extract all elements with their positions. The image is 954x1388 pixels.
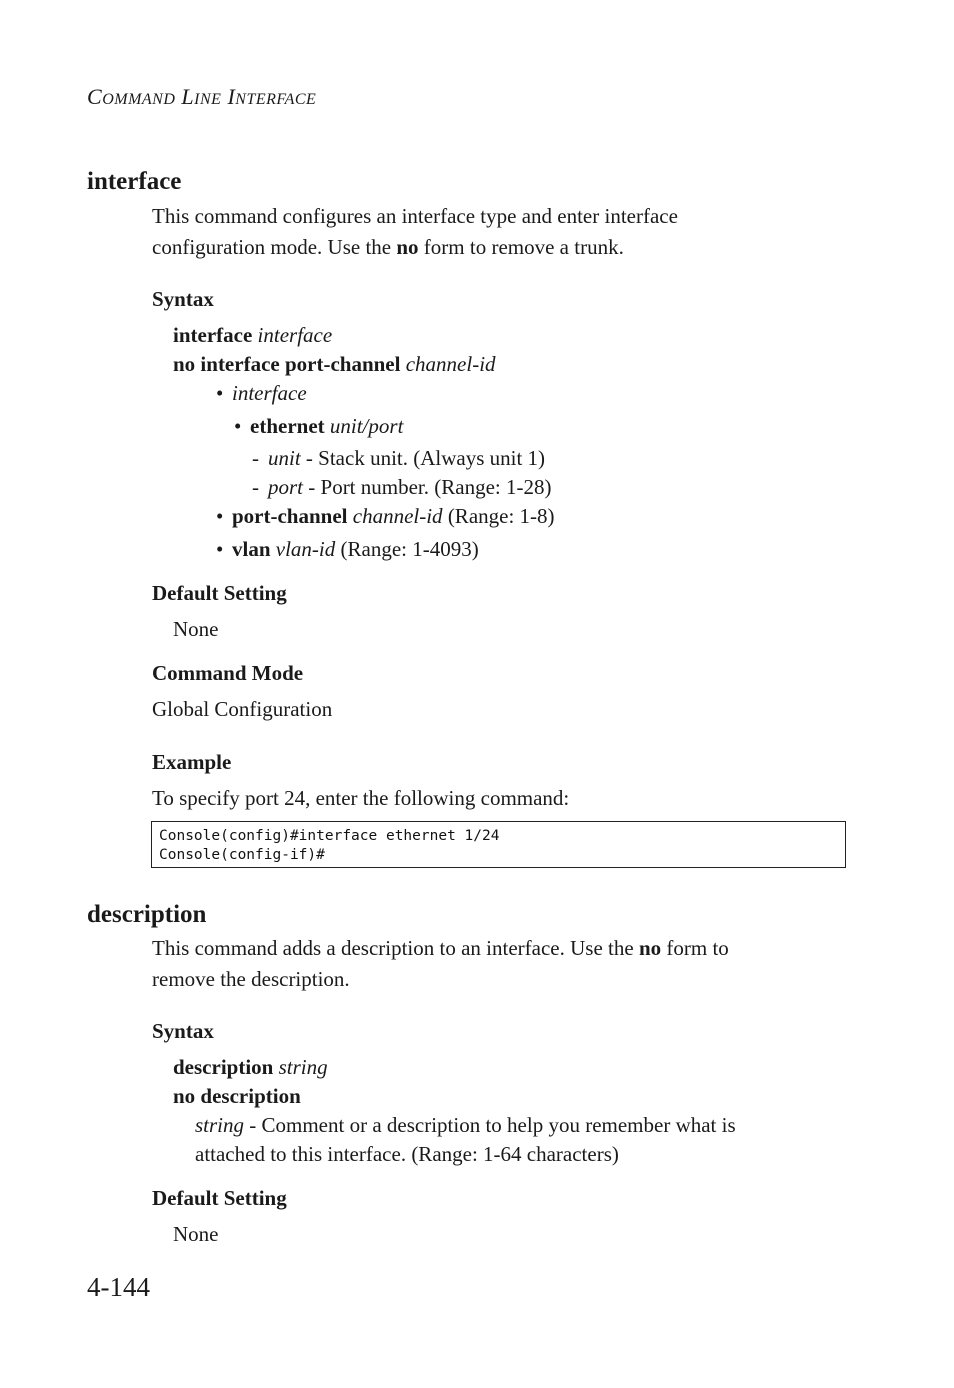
description-default-value: None bbox=[173, 1222, 219, 1246]
description-syntax-line1 bbox=[173, 1055, 328, 1080]
interface-default-value: None bbox=[173, 617, 219, 641]
command-argument: interface bbox=[252, 323, 333, 347]
running-head-part: NTERFACE bbox=[235, 91, 317, 108]
running-head-part: OMMAND bbox=[102, 91, 176, 108]
bullet-ethernet bbox=[234, 414, 403, 439]
dash-glyph: - bbox=[252, 446, 259, 470]
command-keyword: port-channel bbox=[232, 504, 348, 528]
interface-example-heading: Example bbox=[152, 750, 232, 774]
code-example-box bbox=[151, 821, 846, 868]
running-head bbox=[87, 84, 316, 110]
description-intro-line1 bbox=[152, 933, 729, 964]
text-run: form to remove a trunk. bbox=[418, 235, 624, 259]
interface-mode-value: Global Configuration bbox=[152, 697, 333, 721]
command-argument: port bbox=[268, 475, 304, 499]
command-argument: string bbox=[273, 1055, 328, 1079]
interface-default-heading: Default Setting bbox=[152, 581, 287, 605]
command-keyword: no description bbox=[173, 1084, 301, 1108]
command-argument: channel-id bbox=[347, 504, 443, 528]
interface-syntax-line2 bbox=[173, 352, 496, 377]
text-run: form to bbox=[661, 936, 729, 960]
running-head-part: C bbox=[87, 84, 103, 109]
section-title-interface: interface bbox=[87, 168, 182, 195]
description-syntax-heading: Syntax bbox=[152, 1019, 214, 1043]
page-number: 4-144 bbox=[87, 1272, 150, 1302]
text-run: (Range: 1-8) bbox=[442, 504, 555, 528]
interface-example-intro: To specify port 24, enter the following command: bbox=[152, 786, 570, 810]
running-head-part: I bbox=[227, 84, 236, 109]
section-title-description: description bbox=[87, 901, 207, 928]
description-param-line2: attached to this interface. (Range: 1-64 characters) bbox=[195, 1142, 619, 1166]
text-run: This command adds a description to an interface. Use the bbox=[152, 936, 639, 960]
text-run: (Range: 1-4093) bbox=[335, 537, 479, 561]
bullet-interface bbox=[216, 381, 307, 406]
keyword-no: no bbox=[638, 936, 662, 960]
running-head-part: INE bbox=[194, 91, 222, 108]
command-keyword: ethernet bbox=[250, 414, 325, 438]
command-argument: vlan-id bbox=[270, 537, 336, 561]
command-argument: string bbox=[195, 1113, 245, 1137]
bullet-glyph: • bbox=[216, 504, 224, 528]
dash-port bbox=[252, 475, 551, 500]
text-run: - Comment or a description to help you remember what is bbox=[244, 1113, 736, 1137]
command-keyword: description bbox=[173, 1055, 274, 1079]
dash-unit bbox=[252, 446, 545, 471]
command-argument: channel-id bbox=[400, 352, 496, 376]
running-head-part: L bbox=[181, 84, 195, 109]
command-argument: unit/port bbox=[324, 414, 404, 438]
interface-syntax-line1 bbox=[173, 323, 332, 348]
text-run: - Port number. (Range: 1-28) bbox=[303, 475, 552, 499]
bullet-vlan bbox=[216, 537, 479, 562]
interface-intro-line1: This command configures an interface type and enter interface bbox=[152, 204, 678, 228]
command-keyword: interface bbox=[173, 323, 253, 347]
dash-glyph: - bbox=[252, 475, 259, 499]
interface-syntax-heading: Syntax bbox=[152, 287, 214, 311]
description-syntax-line2 bbox=[173, 1084, 301, 1109]
command-argument: interface bbox=[232, 381, 307, 405]
keyword-no: no bbox=[396, 235, 419, 259]
bullet-glyph: • bbox=[216, 537, 224, 561]
code-line: Console(config-if)# bbox=[159, 847, 325, 863]
command-keyword: no interface port-channel bbox=[173, 352, 401, 376]
bullet-glyph: • bbox=[216, 381, 224, 405]
bullet-port-channel bbox=[216, 504, 555, 529]
command-keyword: vlan bbox=[232, 537, 271, 561]
description-default-heading: Default Setting bbox=[152, 1186, 287, 1210]
command-argument: unit bbox=[268, 446, 301, 470]
description-intro-line2: remove the description. bbox=[152, 967, 350, 991]
code-line: Console(config)#interface ethernet 1/24 bbox=[159, 828, 500, 844]
interface-intro-line2 bbox=[152, 232, 624, 263]
description-param-line1 bbox=[195, 1113, 736, 1138]
text-run: configuration mode. Use the bbox=[152, 235, 397, 259]
bullet-glyph: • bbox=[234, 414, 242, 438]
interface-mode-heading: Command Mode bbox=[152, 661, 304, 685]
text-run: - Stack unit. (Always unit 1) bbox=[300, 446, 546, 470]
